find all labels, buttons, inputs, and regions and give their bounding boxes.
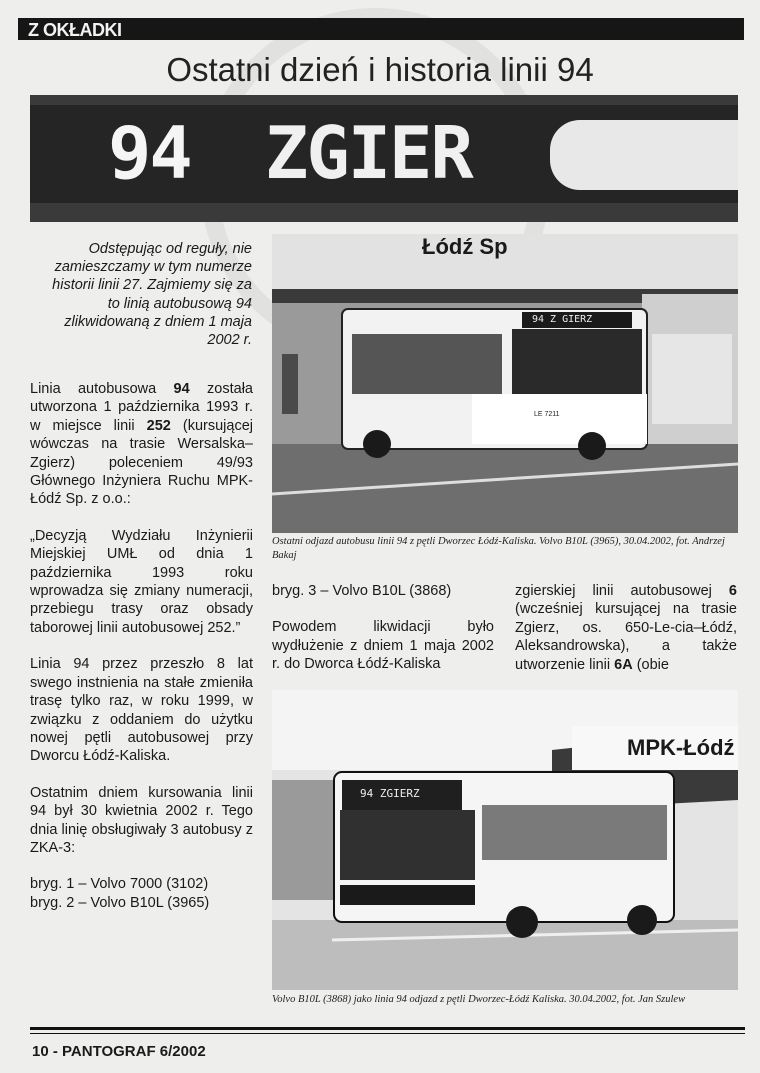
paragraph-2-quote: „Decyzją Wydziału Inżynierii Miejskiej UMŁ od dnia 1 października 1993 roku wprowadza się zmiany numeracji, przebiegu trasy oraz obsady taborowej linii autobusowej 252.”: [30, 527, 253, 636]
footer-rule-thin: [30, 1033, 745, 1034]
paragraph-4: Ostatnim dniem kursowania linii 94 był 30 kwietnia 2002 r. Tego dnia linię obsługiwały 3 autobusy z ZKA-3:: [30, 784, 253, 856]
bus-photo-illustration: [272, 234, 738, 533]
section-label: Z OKŁADKI: [28, 20, 122, 40]
article-column-right: [515, 582, 737, 692]
route-display-banner: [30, 95, 738, 222]
photo2-station-sign: MPK-Łódź: [627, 735, 735, 760]
paragraph-3: Linia 94 przez przeszło 8 lat swego instnienia na stałe zmieniła trasę tylko raz, w roku 1999, w związku z oddaniem do użytku nowej pętli autobusowej przy Dworcu Łódź-Kaliska.: [30, 656, 253, 765]
paragraph-5: Powodem likwidacji było wydłużenie z dniem 1 maja 2002 r. do Dworca Łódź-Kaliska: [272, 619, 494, 673]
photo-bus-3868: [272, 690, 738, 990]
article-column-left: [30, 380, 253, 912]
paragraph-1: Linia autobusowa 94 została utworzona 1 października 1993 r. w miejsce linii 252 (kursującej wówczas na trasie Wersalska–Zgierz) poleceniem 49/93 Głównego Inżyniera Ruchu MPK-Łódź Sp. z o.o.:: [30, 381, 253, 508]
banner-route-number: 94: [108, 111, 191, 195]
photo1-caption: Ostatni odjazd autobusu linii 94 z pętli Dworzec Łódź-Kaliska. Volvo B10L (3965), 30.04.2002, fot. Andrzej Bakaj: [272, 536, 725, 561]
photo-bus-3965: [272, 234, 738, 533]
footer-rule-thick: [30, 1027, 745, 1030]
brigade-2: bryg. 2 – Volvo B10L (3965): [30, 894, 210, 911]
photo2-caption: Volvo B10L (3868) jako linia 94 odjazd z pętli Dworzec-Łódź Kaliska. 30.04.2002, fot. Jan Szulew: [272, 994, 686, 1005]
article-column-middle: [272, 582, 494, 692]
paragraph-6: zgierskiej linii autobusowej 6 (wcześniej kursującej na trasie Zgierz, os. 650-Le-cia–Łódź, Aleksandrowska), a także utworzenie linii 6A (obie: [515, 583, 737, 673]
photo2-bus-display: 94 ZGIERZ: [360, 787, 420, 800]
page-footer: 10 - PANTOGRAF 6/2002: [32, 1043, 206, 1060]
section-bar: [18, 18, 744, 40]
photo1-bus-display: 94 Z GIERZ: [532, 314, 593, 325]
banner-light-glare: [550, 120, 738, 190]
page-title: Ostatni dzień i historia linii 94: [166, 51, 594, 88]
photo1-station-sign: Łódź Sp: [422, 234, 508, 259]
brigade-3: bryg. 3 – Volvo B10L (3868): [272, 583, 452, 599]
lead-paragraph: Odstępując od reguły, nie zamieszczamy w tym numerze historii linii 27. Zajmiemy się za to linią autobusową 94 zlikwidowaną z dniem 1 maja 2002 r.: [52, 241, 252, 349]
photo1-license-plate: LE 7211: [534, 411, 560, 418]
banner-destination: ZGIER: [265, 111, 472, 195]
brigade-1: bryg. 1 – Volvo 7000 (3102): [30, 876, 209, 893]
